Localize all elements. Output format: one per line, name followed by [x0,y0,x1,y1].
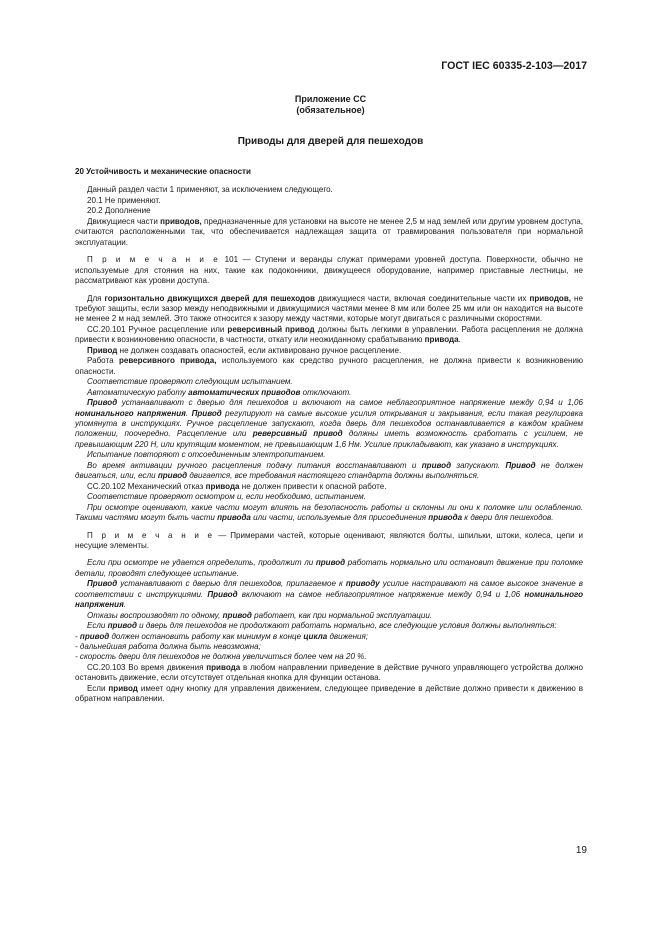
paragraph: Соответствие проверяют следующим испытанием. [87,377,293,387]
document-body [75,167,583,705]
paragraph: 20.1 Не применяют. [87,195,161,205]
page-number: 19 [575,845,587,856]
paragraph: Если привод и дверь для пешеходов не продолжают работать нормально, все следующие условия должны выполняться: [87,621,557,631]
section-heading: 20 Устойчивость и механические опасности [75,167,251,176]
paragraph: Соответствие проверяют осмотром и, если необходимо, испытанием. [87,492,366,502]
paragraph: Испытание повторяют с отсоединенным электропитанием. [87,450,326,460]
annex-status: (обязательное) [296,105,365,115]
paragraph: СС.20.103 Во время движения привода в любом направлении приведение в действие ручного управляющего устройства должно остановить движение, если отсутствует отдельная кнопка для функции останова. [75,662,583,683]
paragraph: Для горизонтально движущихся дверей для пешеходов движущиеся части, включая соединительные части их приводов, не требуют защиты, если зазор между неподвижными и движущимися частями менее 8 мм или более 25 мм или он находится на высоте не менее 2 м над землей. Это также относится к зазору между частями, которые могут двигаться с различными скоростями. [75,293,583,324]
paragraph: Во время активации ручного расцепления подачу питания восстанавливают и привод запускают. Привод не должен двигаться, или, если привод двигается, все требования настоящего стандарта должны выполняться. [75,460,583,481]
list-item: - привод должен остановить работу как минимум в конце цикла движения; [75,631,369,641]
note: П р и м е ч а н и е — Примерами частей, которые оценивают, являются болты, шпильки, штоки, колеса, цепи и несущие элементы. [75,530,583,550]
paragraph: Если привод имеет одну кнопку для управления движением, следующее приведение в действие должно привести к движению в обратном направлении. [75,683,583,704]
paragraph: СС.20.101 Ручное расцепление или реверсивный привод должны быть легкими в управлении. Работа расцепления не должна привести к возникновению опасности, в частности, откату или неожиданному срабатыванию привода. [75,324,583,345]
paragraph: При осмотре оценивают, какие части могут влиять на безопасность работы и склонны ли они к поломке или ослаблению. Такими частями могут быть части привода или части, используемые для присоединения привода к двери для пешеходов. [75,502,583,523]
annex-title: Приложение СС [294,94,367,104]
list-item: - скорость двери для пешеходов не должна увеличиться более чем на 20 %. [75,652,367,662]
paragraph: Привод устанавливают с дверью для пешеходов, прилагаемое к приводу усилие настраивают на самое высокое значение в соответствии с инструкциями. Привод включают на самое неблагоприятное напряжение между 0,94 и 1,06 номинального напряжения. [75,579,583,610]
paragraph: Автоматическую работу автоматических приводов отключают. [87,387,352,397]
note: П р и м е ч а н и е 101 — Ступени и веранды служат примерами уровней доступа. Поверхности, обычно не используемые для стояния на них, такие как подоконники, движущееся оборудование, например приставные лестницы, не рассматривают как уровни доступа. [75,255,583,286]
paragraph: Движущиеся части приводов, предназначенные для установки на высоте не менее 2,5 м над землей или другим уровнем доступа, считаются расположенными так, что обеспечивается надлежащая защита от травмирования пользователя при нормальной эксплуатации. [75,216,584,247]
paragraph: Привод не должен создавать опасностей, если активировано ручное расцепление. [87,345,402,355]
paragraph: Отказы воспроизводят по одному, привод работает, как при нормальной эксплуатации. [87,610,433,620]
standard-designation: ГОСТ IEC 60335-2-103—2017 [441,60,587,72]
paragraph: Данный раздел части 1 применяют, за исключением следующего. [87,185,333,195]
paragraph: Привод устанавливают с дверью для пешеходов и включают на самое неблагоприятное напряжение между 0,94 и 1,06 номинального напряжения. Привод регулируют на самые высокие усилия открывания и закрывания, если такая регулировка упомянута в инструкциях. Ручное расцепление запускают, когда дверь для пешеходов останавливается в каждом крайнем положении, поочередно. Расцепление или реверсивный привод должны иметь возможность сработать с усилием, не превышающим 220 Н, или крутящим моментом, не превышающим 1,6 Нм. Усилие прикладывают, как указано в инструкциях. [75,398,583,449]
paragraph: Работа реверсивного привода, используемого как средство ручного расцепления, не должна привести к возникновению опасности. [75,356,583,376]
list-item: - дальнейшая работа должна быть невозможна; [75,642,261,652]
document-title: Приводы для дверей для пешеходов [237,136,424,147]
paragraph: Если при осмотре не удается определить, продолжит ли привод работать нормально или остановит движение при поломке детали, проводят следующее испытание. [75,558,583,578]
paragraph: СС.20.102 Механический отказ привода не должен привести к опасной работе. [87,481,387,491]
paragraph: 20.2 Дополнение [87,206,151,216]
